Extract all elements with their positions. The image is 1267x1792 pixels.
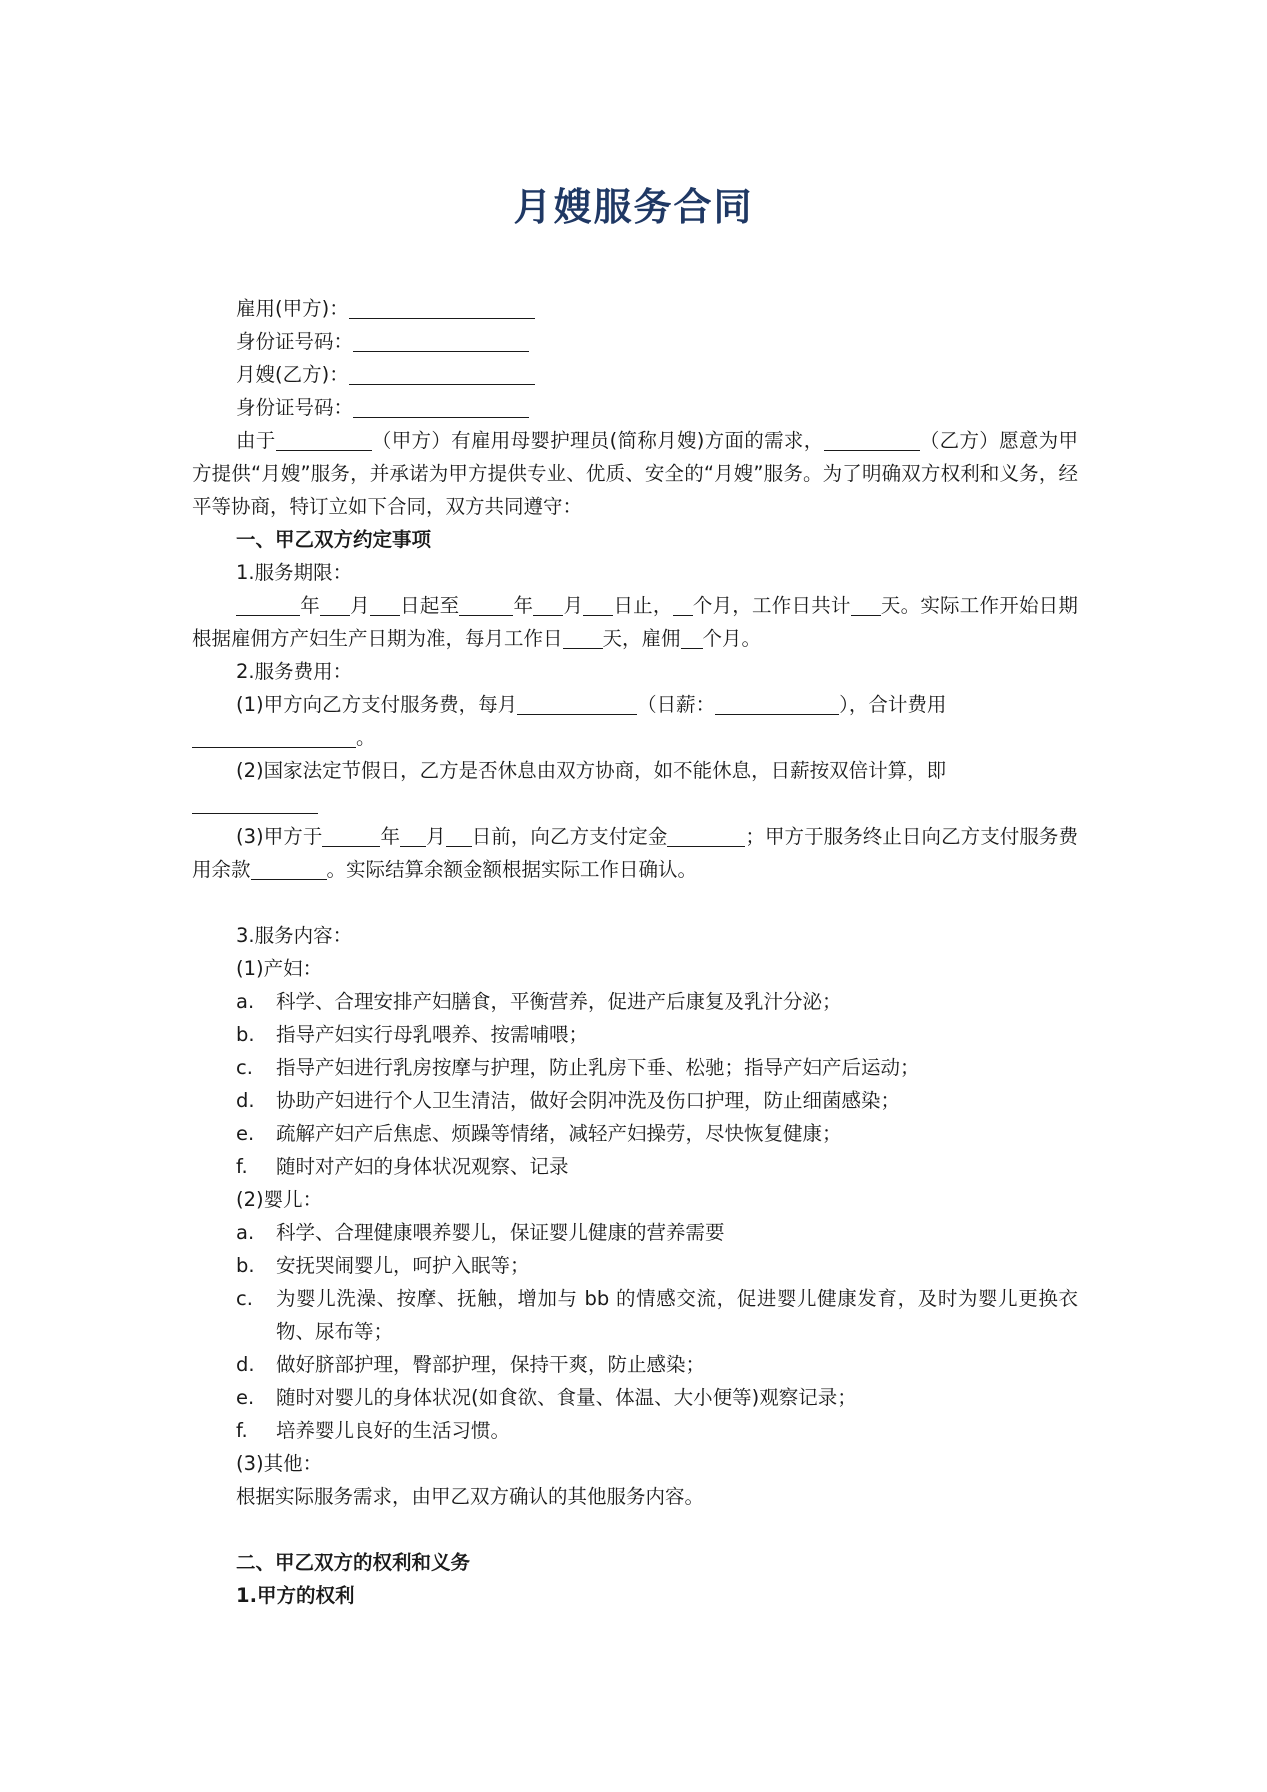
baby-list [192,1216,1078,1447]
employer-blank[interactable] [349,294,535,319]
term-text: 年 [513,594,534,617]
list-text: 协助产妇进行个人卫生清洁，做好会阴冲洗及伤口护理，防止细菌感染； [276,1089,901,1112]
list-item [192,1150,1078,1183]
fee-text: ；甲方于服务终止日向乙方支付服务费用余款 [192,825,1078,881]
list-text: 疏解产妇产后焦虑、烦躁等情绪，减轻产妇操劳，尽快恢复健康； [276,1122,842,1145]
list-item [192,1381,1078,1414]
balance-amount-blank[interactable] [251,855,327,880]
nanny-blank[interactable] [349,360,535,385]
holiday-wage-blank[interactable] [192,789,318,814]
list-marker: a. [236,990,255,1013]
fee-item-2 [192,754,1078,820]
months-blank[interactable] [673,591,693,616]
fee-text: 日前，向乙方支付定金 [471,825,668,848]
spacer [192,886,1078,919]
nanny-label: 月嫂(乙方)： [236,363,349,386]
list-marker: e. [236,1386,255,1409]
term-text: 日起至 [399,594,460,617]
party-a-blank[interactable] [276,426,372,451]
list-item [192,1282,1078,1348]
fee-item-3 [192,820,1078,886]
list-text: 做好脐部护理，臀部护理，保持干爽，防止感染； [276,1353,706,1376]
intro-text-3: （乙方）愿意为甲方提供“月嫂”服务，并承诺为甲方提供专业、优质、安全的“月嫂”服务。为了明确双方权利和义务，经平等协商，特订立如下合同，双方共同遵守： [192,429,1078,518]
term-paragraph [192,589,1078,655]
fee-text: （日薪： [637,693,716,716]
spacer [192,1513,1078,1546]
list-item [192,1249,1078,1282]
list-marker: d. [236,1089,255,1112]
list-marker: b. [236,1254,255,1277]
list-item [192,1117,1078,1150]
fee-text: 。实际结算余额金额根据实际工作日确认。 [326,858,698,881]
term-text: 月 [349,594,370,617]
term-text: 月 [563,594,584,617]
list-marker: c. [236,1056,253,1079]
baby-heading: (2)婴儿： [236,1188,323,1211]
other-text: 根据实际服务需求，由甲乙双方确认的其他服务内容。 [236,1485,705,1508]
party-b-blank[interactable] [824,426,920,451]
list-text: 随时对婴儿的身体状况(如食欲、食量、体温、大小便等)观察记录； [276,1386,857,1409]
start-year-blank[interactable] [236,591,300,616]
id-line-1 [192,325,1078,358]
deposit-day-blank[interactable] [446,822,472,847]
term-text: 个月。 [702,627,762,650]
total-fee-blank[interactable] [192,723,356,748]
end-month-blank[interactable] [533,591,563,616]
monthly-days-blank[interactable] [563,624,603,649]
list-marker: e. [236,1122,255,1145]
employer-label: 雇用(甲方)： [236,297,349,320]
list-text: 为婴儿洗澡、按摩、抚触，增加与 bb 的情感交流，促进婴儿健康发育，及时为婴儿更换衣物、尿布等； [276,1287,1078,1343]
term-heading: 1.服务期限： [236,561,353,584]
document-title: 月嫂服务合同 [513,185,754,229]
document-body [192,292,1078,1612]
intro-text-2: （甲方）有雇用母婴护理员(简称月嫂)方面的需求， [371,429,824,452]
list-item [192,1051,1078,1084]
list-marker: d. [236,1353,255,1376]
fee-text: (3)甲方于 [236,825,323,848]
list-text: 指导产妇进行乳房按摩与护理，防止乳房下垂、松驰；指导产妇产后运动； [276,1056,920,1079]
list-text: 科学、合理安排产妇膳食，平衡营养，促进产后康复及乳汁分泌； [276,990,842,1013]
list-text: 指导产妇实行母乳喂养、按需哺喂； [276,1023,589,1046]
id-label-1: 身份证号码： [236,330,354,353]
list-item [192,1414,1078,1447]
fee-item-1 [192,688,1078,754]
list-text: 培养婴儿良好的生活习惯。 [276,1419,511,1442]
list-marker: c. [236,1287,253,1310]
id-label-2: 身份证号码： [236,396,354,419]
fee-text: (2)国家法定节假日，乙方是否休息由双方协商，如不能休息，日薪按双倍计算，即 [236,759,947,782]
section-1-heading: 一、甲乙双方约定事项 [236,528,432,551]
term-text: 日止， [613,594,673,617]
list-item [192,1216,1078,1249]
term-text: 天。实际工作开始日期根据雇佣方产妇生产日期为准，每月工作日 [192,594,1078,650]
end-year-blank[interactable] [459,591,513,616]
list-text: 科学、合理健康喂养婴儿，保证婴儿健康的营养需要 [276,1221,725,1244]
mother-list [192,985,1078,1183]
deposit-year-blank[interactable] [322,822,380,847]
term-text: 天，雇佣 [602,627,681,650]
hire-months-blank[interactable] [681,624,703,649]
list-item [192,1348,1078,1381]
id-blank-1[interactable] [353,327,529,352]
fee-text: 月 [426,825,446,848]
employer-line [192,292,1078,325]
fee-text: ），合计费用 [839,693,947,716]
other-heading: (3)其他： [236,1452,323,1475]
mother-heading: (1)产妇： [236,957,323,980]
deposit-amount-blank[interactable] [667,822,745,847]
list-item [192,985,1078,1018]
list-text: 随时对产妇的身体状况观察、记录 [276,1155,569,1178]
term-text: 个月，工作日共计 [692,594,851,617]
start-month-blank[interactable] [320,591,350,616]
nanny-line [192,358,1078,391]
start-day-blank[interactable] [370,591,400,616]
intro-text-1: 由于 [236,429,276,452]
deposit-month-blank[interactable] [400,822,426,847]
content-heading: 3.服务内容： [236,924,353,947]
fee-text: 年 [380,825,401,848]
section-2-sub-1: 1.甲方的权利 [236,1584,355,1607]
list-item [192,1084,1078,1117]
list-marker: f. [236,1419,248,1442]
list-text: 安抚哭闹婴儿，呵护入眠等； [276,1254,530,1277]
list-item [192,1018,1078,1051]
end-day-blank[interactable] [583,591,613,616]
id-blank-2[interactable] [353,393,529,418]
list-marker: a. [236,1221,255,1244]
term-text: 年 [300,594,320,617]
monthly-fee-blank[interactable] [517,690,637,715]
workdays-blank[interactable] [851,591,881,616]
list-marker: b. [236,1023,255,1046]
fee-heading: 2.服务费用： [236,660,353,683]
list-marker: f. [236,1155,248,1178]
section-2-heading: 二、甲乙双方的权利和义务 [236,1551,471,1574]
intro-paragraph [192,424,1078,523]
daily-wage-blank[interactable] [715,690,839,715]
id-line-2 [192,391,1078,424]
fee-text: 。 [356,726,376,749]
fee-text: (1)甲方向乙方支付服务费，每月 [236,693,518,716]
